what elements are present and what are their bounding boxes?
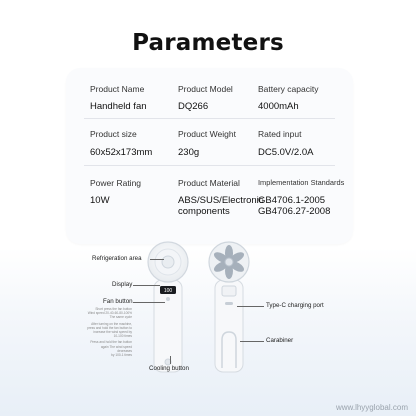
- spec-label: Product Material: [178, 178, 240, 188]
- spec-value: 60x52x173mm: [90, 147, 153, 158]
- leader-line: [240, 341, 264, 342]
- spec-value: DC5.0V/2.0A: [258, 147, 314, 158]
- spec-label: Product size: [90, 129, 137, 139]
- spec-value: 4000mAh: [258, 101, 299, 112]
- leader-line: [237, 306, 264, 307]
- leader-line: [170, 356, 171, 364]
- watermark: www.lhyyglobal.com: [335, 403, 408, 412]
- row-divider: [84, 118, 335, 119]
- leader-line: [133, 285, 160, 286]
- callout-refrigeration-area: Refrigeration area: [92, 255, 142, 262]
- callout-display: Display: [112, 281, 133, 288]
- callout-fan-button: Fan button: [103, 298, 133, 305]
- callout-cooling-button: Cooling button: [149, 365, 189, 372]
- leader-line: [133, 302, 165, 303]
- fan-front-illustration: [140, 240, 210, 375]
- page-title: Parameters: [132, 30, 284, 56]
- spec-value: 10W: [90, 195, 110, 206]
- callout-carabiner: Carabiner: [266, 337, 294, 344]
- parameters-table: [66, 68, 353, 244]
- spec-label: Power Rating: [90, 178, 142, 188]
- fan-back-illustration: [205, 240, 260, 375]
- spec-label: Implementation Standards: [258, 178, 345, 187]
- spec-label: Product Name: [90, 84, 145, 94]
- spec-label: Product Weight: [178, 129, 236, 139]
- spec-value: Handheld fan: [90, 101, 147, 112]
- spec-label: Rated input: [258, 129, 302, 139]
- spec-value: GB4706.1-2005 GB4706.27-2008: [258, 195, 331, 217]
- spec-value: DQ266: [178, 101, 209, 112]
- callout-type-c-port: Type-C charging port: [266, 302, 324, 309]
- spec-value: ABS/SUS/Electronic components: [178, 195, 264, 217]
- spec-value: 230g: [178, 147, 200, 158]
- display-reading: 100: [163, 288, 173, 295]
- fan-button-notes: Short press the fan button Wind speed 20-40-60-80-100% The same cycle After turning on the machine, press and hold the fan button to increase the wind speed by 10-100 times Press and hold the fan button again The wind speed decreases by 100-1 times: [87, 307, 132, 358]
- row-divider: [84, 165, 335, 166]
- spec-label: Battery capacity: [258, 84, 319, 94]
- spec-label: Product Model: [178, 84, 233, 94]
- leader-line: [150, 259, 164, 260]
